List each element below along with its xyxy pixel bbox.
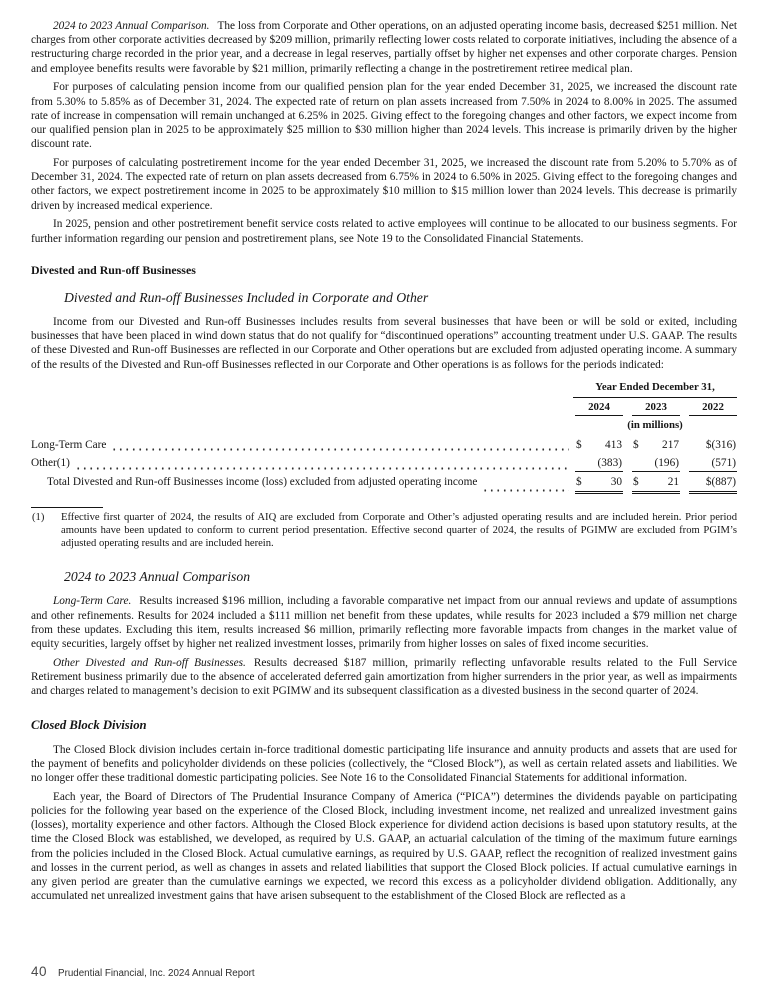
dot-leader (111, 438, 569, 451)
table-year-columns (573, 401, 737, 417)
table-row-long-term-care (31, 438, 737, 453)
table-year-2023: 2023 (632, 401, 680, 417)
paragraph-long-term-care (31, 594, 737, 651)
table-row-total (31, 475, 737, 493)
paragraph-text: Results decreased $187 million, primarily reflecting unfavorable results related to the Full Service Retirement business primarily due to the absence of accelerated deferred gain amortization from higher surrenders in the prior year, as well as impairments and charges related to management’s decision to exit PGIMW and its subsequent classification as a divested business in the second quarter of 2024. (31, 656, 737, 698)
report-title: Prudential Financial, Inc. 2024 Annual Report (58, 967, 255, 979)
paragraph-closed-block-dividends: Each year, the Board of Directors of The Prudential Insurance Company of America (“PICA”) determines the dividends payable on participating policies for the following year based on the experience of the Closed Block, including investment income, net realized and unrealized investment gains (losses), mortality experience and other factors. Although the Closed Block experience for dividend action decisions is based upon statutory results, at the time the Closed Block was established, we developed, as required by U.S. GAAP, an actuarial calculation of the timing of the maximum future earnings from the policies included in the Closed Block. Actual cumulative earnings, as required by U.S. GAAP, reflect the recognition of realized investment gains and losses in the current period, as well as changes in assets and related liabilities that support the Closed Block policies. If actual cumulative earnings in any given period are greater than the cumulative earnings we expected, we record this excess as a policyholder dividend obligation. Additionally, any accumulated net unrealized investment gains that have arisen subsequent to the establishment of the Closed Block are reflected as a (31, 790, 737, 903)
table-cell: $(887) (689, 475, 737, 493)
page-number: 40 (31, 963, 48, 979)
table-cell: (571) (689, 456, 737, 472)
table-cell: (383) (575, 456, 623, 472)
paragraph-postretirement-income: For purposes of calculating postretirement income for the year ended December 31, 2025, we increased the discount rate from 5.20% to 5.70% as of December 31, 2024. The expected rate of return on plan assets decreased from 6.75% in 2024 to 6.50% in 2025. Giving effect to the foregoing changes and other factors, we expect postretirement income in 2025 to be approximately $10 million to $15 million lower than 2024 levels. This decrease is primarily driven by increased medical experience. (31, 156, 737, 212)
footnote-separator-rule (31, 507, 103, 508)
table-cell: $ 21 (632, 475, 680, 493)
paragraph-lead-in: Long-Term Care. (53, 595, 132, 608)
page-footer (31, 963, 255, 980)
paragraph-other-divested (31, 656, 737, 699)
subheading-divested-included: Divested and Run-off Businesses Included in Corporate and Other (64, 289, 429, 305)
paragraph-lead-in: 2024 to 2023 Annual Comparison. (53, 20, 210, 32)
table-row-other (31, 456, 737, 472)
table-units-label: (in millions) (627, 419, 683, 432)
paragraph-text: The loss from Corporate and Other operations, on an adjusted operating income basis, decreased $251 million. Net charges from other corporate activities decreased by $209 million, primarily reflecting lower costs related to corporate initiatives, including the absence of a restructuring charge recorded in the prior year, and a decrease in legal reserves, partially offset by higher net expenses and other corporate charges. Pension and employee benefits results were favorable by $21 million, primarily reflecting a change in the postretirement retiree medical plan. (31, 20, 737, 75)
footnote-text: Effective first quarter of 2024, the results of AIQ are excluded from Corporate and Other’s adjusted operating results and are included herein. Prior period amounts have been updated to conform to current period presentation. Effective second quarter of 2024, the results of PGIMW are excluded from PGIM’s adjusted operating results and are included herein. (61, 511, 737, 549)
table-cell: $ 413 (576, 438, 622, 451)
paragraph-lead-in: Other Divested and Run-off Businesses. (53, 656, 246, 669)
table-cell: $ 30 (575, 475, 623, 493)
table-header (31, 381, 737, 435)
table-row-label: Total Divested and Run-off Businesses income (loss) excluded from adjusted operating income (47, 476, 478, 489)
table-year-2024: 2024 (575, 401, 623, 417)
table-cell: $(316) (705, 438, 736, 451)
footnote-marker: (1) (32, 511, 45, 523)
table-row-label: Long-Term Care (31, 438, 107, 451)
paragraph-benefit-service-costs: In 2025, pension and other postretirement benefit service costs related to active employees will continue to be allocated to our business segments. For further information regarding our pension and postretirement plans, see Note 19 to the Consolidated Financial Statements. (31, 218, 737, 245)
subheading-annual-comparison: 2024 to 2023 Annual Comparison (64, 569, 251, 585)
paragraph-pension-income: For purposes of calculating pension income from our qualified pension plan for the year ended December 31, 2025, we increased the discount rate from 5.30% to 5.85% as of December 31, 2024. The expected rate of return on plan assets increased from 7.50% in 2024 to 8.00% in 2025. The assumed rate of increase in compensation will remain unchanged at 6.25% in 2025. Giving effect to the foregoing changes and other factors, we expect income from our qualified pension plan in 2025 to be approximately $25 million to $30 million higher than 2024 levels. This increase is primarily driven by the higher discount rate. (31, 81, 737, 151)
table-period-header: Year Ended December 31, (573, 381, 737, 398)
section-heading-closed-block: Closed Block Division (31, 717, 147, 732)
dot-leader (75, 456, 569, 470)
divested-results-table (31, 381, 737, 494)
footnote-1 (31, 511, 737, 551)
paragraph-annual-comparison-corporate (31, 19, 737, 76)
table-cell: (196) (632, 456, 680, 472)
dot-leader (482, 475, 569, 491)
table-row-label: Other(1) (31, 457, 70, 470)
paragraph-divested-intro: Income from our Divested and Run-off Businesses includes results from several businesses that have been or will be sold or exited, including businesses that have been placed in wind down status that do not qualify for “discontinued operations” accounting treatment under U.S. GAAP. The results of these Divested and Run-off Businesses are reflected in our Corporate and Other operations but are excluded from adjusted operating income. A summary of the results of the Divested and Run-off Businesses reflected in our Corporate and Other operations is as follows for the periods indicated: (31, 316, 737, 371)
table-year-2022: 2022 (689, 401, 737, 417)
section-heading-divested: Divested and Run-off Businesses (31, 262, 196, 277)
paragraph-text: Results increased $196 million, including a favorable comparative net impact from our annual reviews and update of assumptions and other refinements. Results for 2024 included a $111 million net benefit from these updates, while results for 2023 included a $79 million net charge from these updates. Excluding this item, results increased $6 million, primarily reflecting more favorable impacts from changes in the market value of equity securities, largely offset by higher net realized investment losses, primarily from higher losses on sales of fixed income securities. (31, 595, 737, 651)
table-cell: $ 217 (633, 438, 679, 451)
paragraph-closed-block-overview: The Closed Block division includes certain in-force traditional domestic participating life insurance and annuity products and assets that are used for the payment of benefits and policyholder dividends on these policies (collectively, the “Closed Block”), as well as certain related assets and liabilities. We no longer offer these traditional domestic participating policies. See Note 16 to the Consolidated Financial Statements for additional information. (31, 743, 737, 784)
